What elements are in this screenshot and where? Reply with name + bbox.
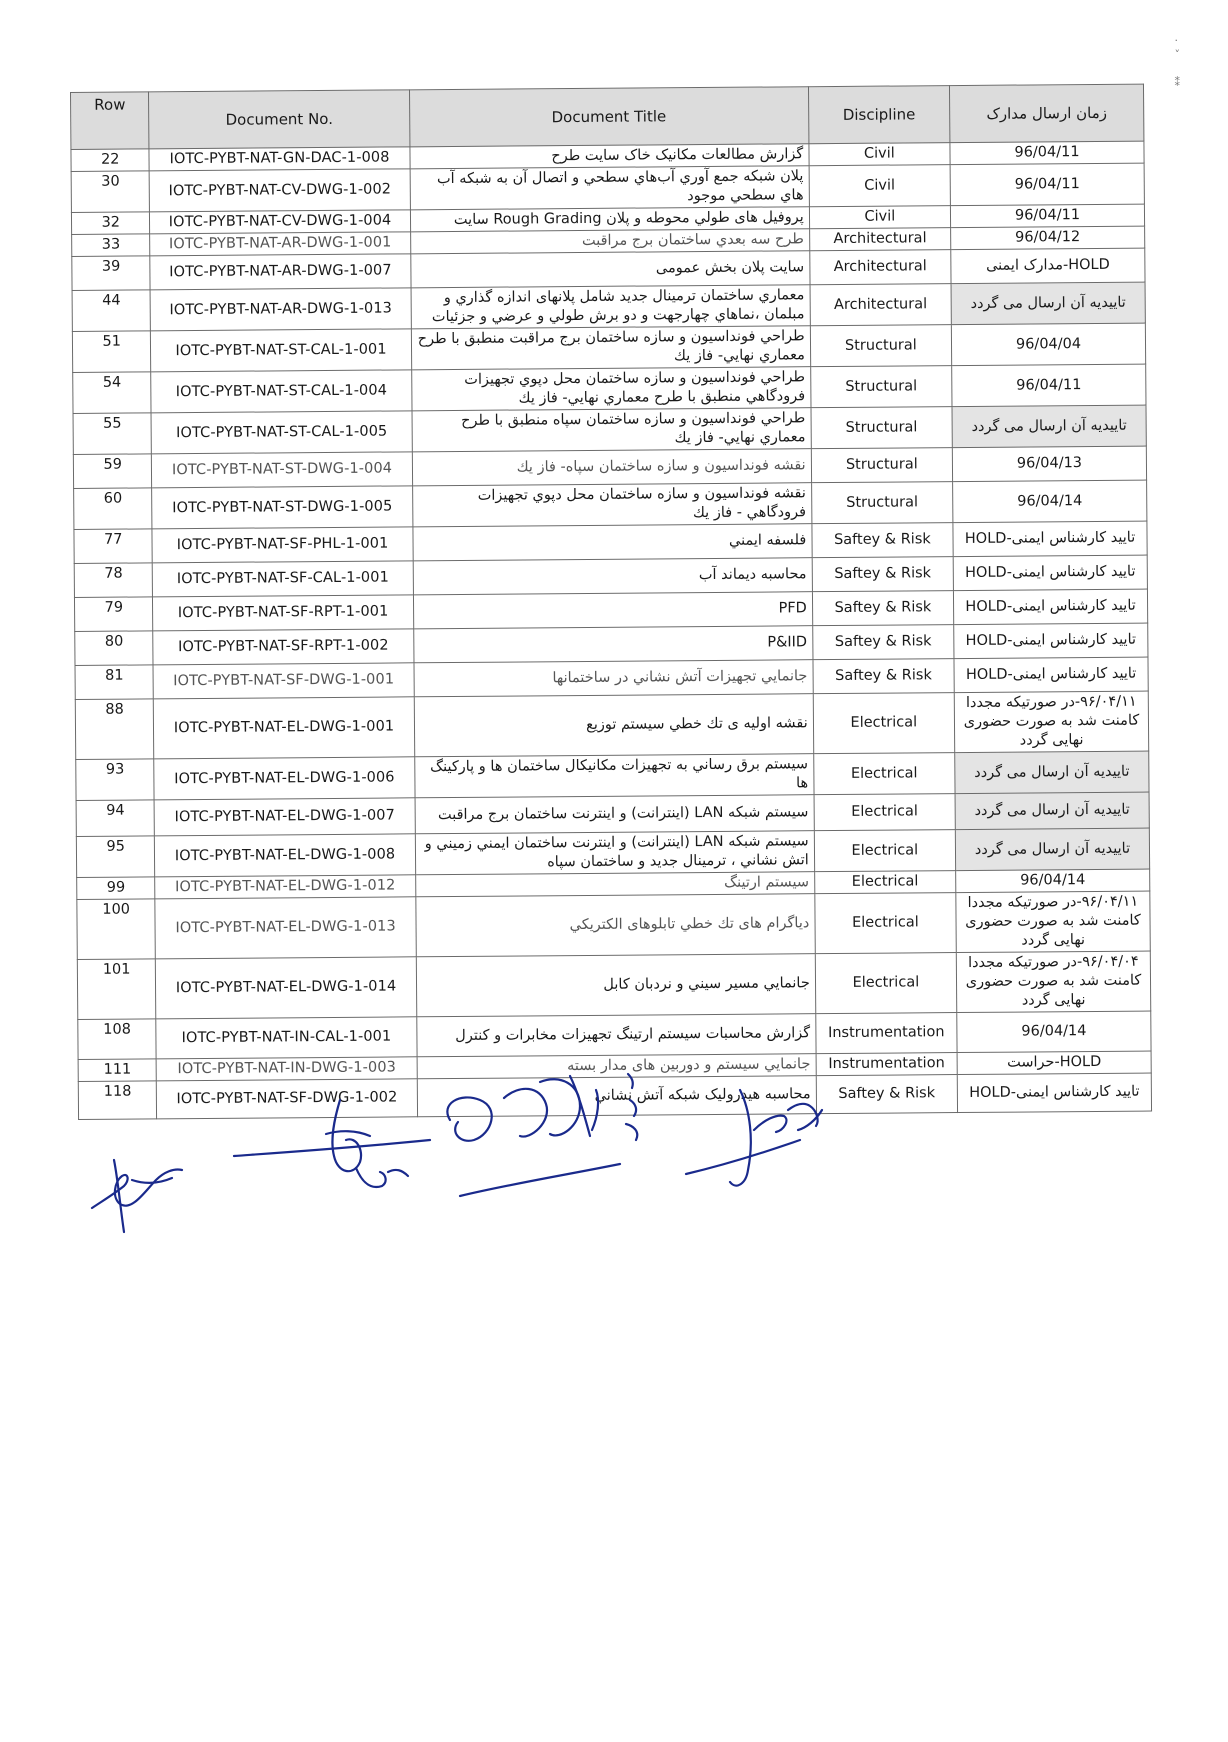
discipline-cell: Structural <box>810 325 952 367</box>
row-number-cell: 51 <box>72 331 151 373</box>
row-number-cell: 94 <box>76 800 155 837</box>
header-document-no: Document No. <box>149 90 410 149</box>
signature-right <box>680 1080 840 1200</box>
document-title-cell: نقشه فونداسیون و سازه ساختمان سپاه- فاز یك <box>412 449 811 486</box>
submission-time-cell: تاییدیه آن ارسال می گردد <box>952 405 1146 448</box>
submission-time-cell: HOLD-حراست <box>957 1051 1151 1075</box>
document-title-cell: طرح سه بعدي ساختمان برج مراقبت <box>410 229 809 254</box>
corner-scan-mark: · ˅ ⁑ <box>1174 34 1180 89</box>
discipline-cell: Saftey & Risk <box>812 625 954 660</box>
document-number-cell: IOTC-PYBT-NAT-AR-DWG-1-007 <box>150 254 410 290</box>
row-number-cell: 100 <box>77 899 156 960</box>
discipline-cell: Saftey & Risk <box>813 659 955 694</box>
row-number-cell: 32 <box>71 212 150 235</box>
submission-time-cell: 96/04/14 <box>953 480 1147 523</box>
document-title-cell: سیستم شبکه LAN (اینترانت) و اینترنت ساختمان برج مراقبت <box>415 795 814 834</box>
table-row <box>75 691 1148 759</box>
table-body <box>71 141 1152 1119</box>
discipline-cell: Saftey & Risk <box>812 523 954 558</box>
submission-time-cell: تایید کارشناس ایمنی-HOLD <box>953 589 1147 625</box>
row-number-cell: 60 <box>74 488 153 530</box>
row-number-cell: 99 <box>77 877 156 900</box>
document-title-cell: نقشه اولیه ی تك خطي سیستم توزیع <box>414 694 814 757</box>
row-number-cell: 81 <box>75 665 154 700</box>
submission-time-cell: 96/04/13 <box>952 446 1146 482</box>
document-number-cell: IOTC-PYBT-NAT-CV-DWG-1-002 <box>150 169 410 212</box>
document-title-cell: محاسبه دیماند آب <box>413 558 812 595</box>
submission-time-cell: 96/04/14 <box>957 1011 1151 1053</box>
document-title-cell: جانمایي سیستم و دوربین های مدار بسته <box>417 1054 816 1079</box>
document-number-cell: IOTC-PYBT-NAT-SF-DWG-1-001 <box>153 663 413 699</box>
row-number-cell: 101 <box>77 959 156 1020</box>
discipline-cell: Electrical <box>814 871 955 894</box>
table-header-row <box>71 84 1144 149</box>
row-number-cell: 77 <box>74 529 153 564</box>
discipline-cell: Structural <box>810 366 952 408</box>
document-title-cell: جانمایي تجهیزات آتش نشاني در ساختمانها <box>414 660 813 697</box>
row-number-cell: 59 <box>73 454 152 489</box>
table-row <box>77 891 1150 959</box>
document-number-cell: IOTC-PYBT-NAT-SF-PHL-1-001 <box>152 527 412 563</box>
discipline-cell: Structural <box>811 448 953 483</box>
document-number-cell: IOTC-PYBT-NAT-EL-DWG-1-012 <box>155 875 415 899</box>
header-document-title: Document Title <box>409 87 809 147</box>
discipline-cell: Architectural <box>809 228 950 251</box>
discipline-cell: Electrical <box>815 953 957 1014</box>
document-title-cell: دیاگرام های تك خطي تابلوهای الکتریکي <box>415 894 815 957</box>
row-number-cell: 78 <box>74 563 153 598</box>
discipline-cell: Instrumentation <box>815 1013 957 1054</box>
submission-time-cell: 96/04/12 <box>951 226 1145 250</box>
document-number-cell: IOTC-PYBT-NAT-EL-DWG-1-001 <box>154 697 415 759</box>
row-number-cell: 33 <box>72 234 151 257</box>
row-number-cell: 79 <box>74 597 153 632</box>
document-number-cell: IOTC-PYBT-NAT-ST-CAL-1-004 <box>151 370 411 413</box>
document-number-cell: IOTC-PYBT-NAT-AR-DWG-1-001 <box>150 232 410 256</box>
row-number-cell: 22 <box>71 149 150 172</box>
document-number-cell: IOTC-PYBT-NAT-EL-DWG-1-013 <box>155 897 416 959</box>
submission-time-cell: تایید کارشناس ایمنی-HOLD <box>954 657 1148 693</box>
row-number-cell: 118 <box>78 1081 157 1120</box>
row-number-cell: 88 <box>75 699 154 760</box>
row-number-cell: 111 <box>78 1059 157 1082</box>
document-number-cell: IOTC-PYBT-NAT-EL-DWG-1-006 <box>154 757 414 800</box>
discipline-cell: Electrical <box>813 693 955 754</box>
submission-time-cell: ۹۶/۰۴/۰۴-در صورتیکه مجددا کامنت شد به صورت حضوری نهایی گردد <box>956 951 1150 1013</box>
submission-time-cell: تاییدیه آن ارسال می گردد <box>955 751 1149 794</box>
submission-time-cell: 96/04/04 <box>951 323 1145 366</box>
table-row <box>77 951 1150 1019</box>
document-number-cell: IOTC-PYBT-NAT-SF-CAL-1-001 <box>153 561 413 597</box>
submission-time-cell: ۹۶/۰۴/۱۱-در صورتیکه مجددا کامنت شد به صورت حضوری نهایی گردد <box>956 891 1150 953</box>
document-number-cell: IOTC-PYBT-NAT-GN-DAC-1-008 <box>149 147 409 171</box>
discipline-cell: Electrical <box>813 753 955 795</box>
discipline-cell: Civil <box>809 165 951 207</box>
document-title-cell: محاسبه هیدرولیک شبکه آتش نشاني <box>417 1076 816 1117</box>
document-number-cell: IOTC-PYBT-NAT-ST-DWG-1-005 <box>152 486 412 529</box>
document-number-cell: IOTC-PYBT-NAT-EL-DWG-1-008 <box>155 834 415 877</box>
header-discipline: Discipline <box>808 86 950 144</box>
discipline-cell: Saftey & Risk <box>816 1075 958 1114</box>
document-title-cell: سیستم شبکه LAN (اینترانت) و اینترنت ساختمان ایمني زمیني و اتش نشاني ، ترمینال جدید و ساختمان سپاه <box>415 831 814 875</box>
discipline-cell: Architectural <box>810 284 952 326</box>
submission-time-cell: 96/04/11 <box>950 141 1144 165</box>
document-title-cell: طراحي فونداسیون و سازه ساختمان محل دپوي تجهیزات فرودگاهي منطبق با طرح معماري نهایي- فاز یك <box>411 367 810 411</box>
document-title-cell: سایت پلان بخش عمومی <box>410 251 809 288</box>
row-number-cell: 95 <box>76 836 155 878</box>
discipline-cell: Civil <box>809 206 950 229</box>
document-number-cell: IOTC-PYBT-NAT-SF-RPT-1-001 <box>153 595 413 631</box>
signature-left <box>84 1150 194 1240</box>
document-title-cell: سیستم ارتینگ <box>415 872 814 897</box>
submission-time-cell: تایید کارشناس ایمنی-HOLD <box>954 623 1148 659</box>
document-number-cell: IOTC-PYBT-NAT-ST-DWG-1-004 <box>152 452 412 488</box>
submission-time-cell: تایید کارشناس ایمنی-HOLD <box>953 521 1147 557</box>
submission-time-cell: تایید کارشناس ایمنی-HOLD <box>953 555 1147 591</box>
discipline-cell: Civil <box>809 143 950 166</box>
document-number-cell: IOTC-PYBT-NAT-EL-DWG-1-014 <box>156 957 417 1019</box>
discipline-cell: Architectural <box>810 250 952 285</box>
document-title-cell: پروفیل های طولي محوطه و پلان Rough Grading سایت <box>410 207 809 232</box>
row-number-cell: 39 <box>72 256 151 291</box>
document-title-cell: سیستم برق رساني به تجهیزات مکانیکال ساختمان ها و پارکینگ ها <box>414 754 813 798</box>
document-title-cell: پلان شبکه جمع آوري آب‌هاي سطحي و اتصال آن به شبکه آب هاي سطحي موجود <box>410 166 809 210</box>
submission-time-cell: 96/04/11 <box>950 204 1144 228</box>
row-number-cell: 54 <box>73 372 152 414</box>
document-title-cell: جانمایي مسیر سیني و نردبان کابل <box>416 954 816 1017</box>
document-number-cell: IOTC-PYBT-NAT-ST-CAL-1-005 <box>152 411 412 454</box>
signature-center <box>420 1060 670 1210</box>
row-number-cell: 93 <box>76 759 155 801</box>
header-row-number: Row <box>71 92 150 150</box>
document-title-cell: طراحي فونداسیون و سازه ساختمان سپاه منطبق با طرح معماري نهایي- فاز یك <box>412 408 811 452</box>
document-title-cell: گزارش محاسبات سیستم ارتینگ تجهیزات مخابرات و کنترل <box>416 1014 815 1057</box>
submission-time-cell: HOLD-مدارک ایمنی <box>951 248 1145 284</box>
discipline-cell: Structural <box>811 482 953 524</box>
document-title-cell: PFD <box>413 592 812 629</box>
submission-time-cell: 96/04/14 <box>956 869 1150 893</box>
document-number-cell: IOTC-PYBT-NAT-IN-CAL-1-001 <box>156 1017 416 1059</box>
row-number-cell: 44 <box>72 290 151 332</box>
discipline-cell: Saftey & Risk <box>812 557 954 592</box>
document-title-cell: نقشه فونداسیون و سازه ساختمان محل دپوي تجهیزات فرودگاهي - فاز یك <box>412 483 811 527</box>
discipline-cell: Electrical <box>814 794 956 831</box>
submission-time-cell: ۹۶/۰۴/۱۱-در صورتیکه مجددا کامنت شد به صورت حضوری نهایی گردد <box>954 691 1148 753</box>
document-transmittal-table <box>70 84 1152 1120</box>
row-number-cell: 108 <box>78 1019 157 1060</box>
document-title-cell: P&IID <box>413 626 812 663</box>
submission-time-cell: 96/04/11 <box>950 163 1144 206</box>
submission-time-cell: 96/04/11 <box>952 364 1146 407</box>
row-number-cell: 30 <box>71 171 150 213</box>
submission-time-cell: تایید کارشناس ایمنی-HOLD <box>957 1073 1151 1113</box>
discipline-cell: Saftey & Risk <box>812 591 954 626</box>
document-number-cell: IOTC-PYBT-NAT-SF-RPT-1-002 <box>153 629 413 665</box>
discipline-cell: Structural <box>811 407 953 449</box>
document-number-cell: IOTC-PYBT-NAT-EL-DWG-1-007 <box>155 798 415 836</box>
submission-time-cell: تاییدیه آن ارسال می گردد <box>955 828 1149 871</box>
document-title-cell: گزارش مطالعات مکانیک خاک سایت طرح <box>410 144 809 169</box>
header-submission-time: زمان ارسال مدارک <box>949 84 1143 143</box>
document-number-cell: IOTC-PYBT-NAT-CV-DWG-1-004 <box>150 210 410 234</box>
document-number-cell: IOTC-PYBT-NAT-AR-DWG-1-013 <box>151 288 411 331</box>
document-number-cell: IOTC-PYBT-NAT-ST-CAL-1-001 <box>151 329 411 372</box>
document-number-cell: IOTC-PYBT-NAT-IN-DWG-1-003 <box>157 1057 417 1081</box>
submission-time-cell: تاییدیه آن ارسال می گردد <box>951 282 1145 325</box>
row-number-cell: 55 <box>73 413 152 455</box>
submission-time-cell: تاییدیه آن ارسال می گردد <box>955 792 1149 830</box>
document-title-cell: معماري ساختمان ترمینال جدید شامل پلانهای اندازه گذاري و مبلمان ،نماهاي چهارجهت و دو برش طولي و عرضي و جزئیات <box>411 285 810 329</box>
document-title-cell: فلسفه ایمني <box>413 524 812 561</box>
discipline-cell: Instrumentation <box>816 1053 957 1076</box>
discipline-cell: Electrical <box>814 830 956 872</box>
document-number-cell: IOTC-PYBT-NAT-SF-DWG-1-002 <box>157 1079 417 1119</box>
row-number-cell: 80 <box>75 631 154 666</box>
document-title-cell: طراحي فونداسیون و سازه ساختمان برج مراقبت منطبق با طرح معماري نهایي- فاز یك <box>411 326 810 370</box>
discipline-cell: Electrical <box>815 893 957 954</box>
